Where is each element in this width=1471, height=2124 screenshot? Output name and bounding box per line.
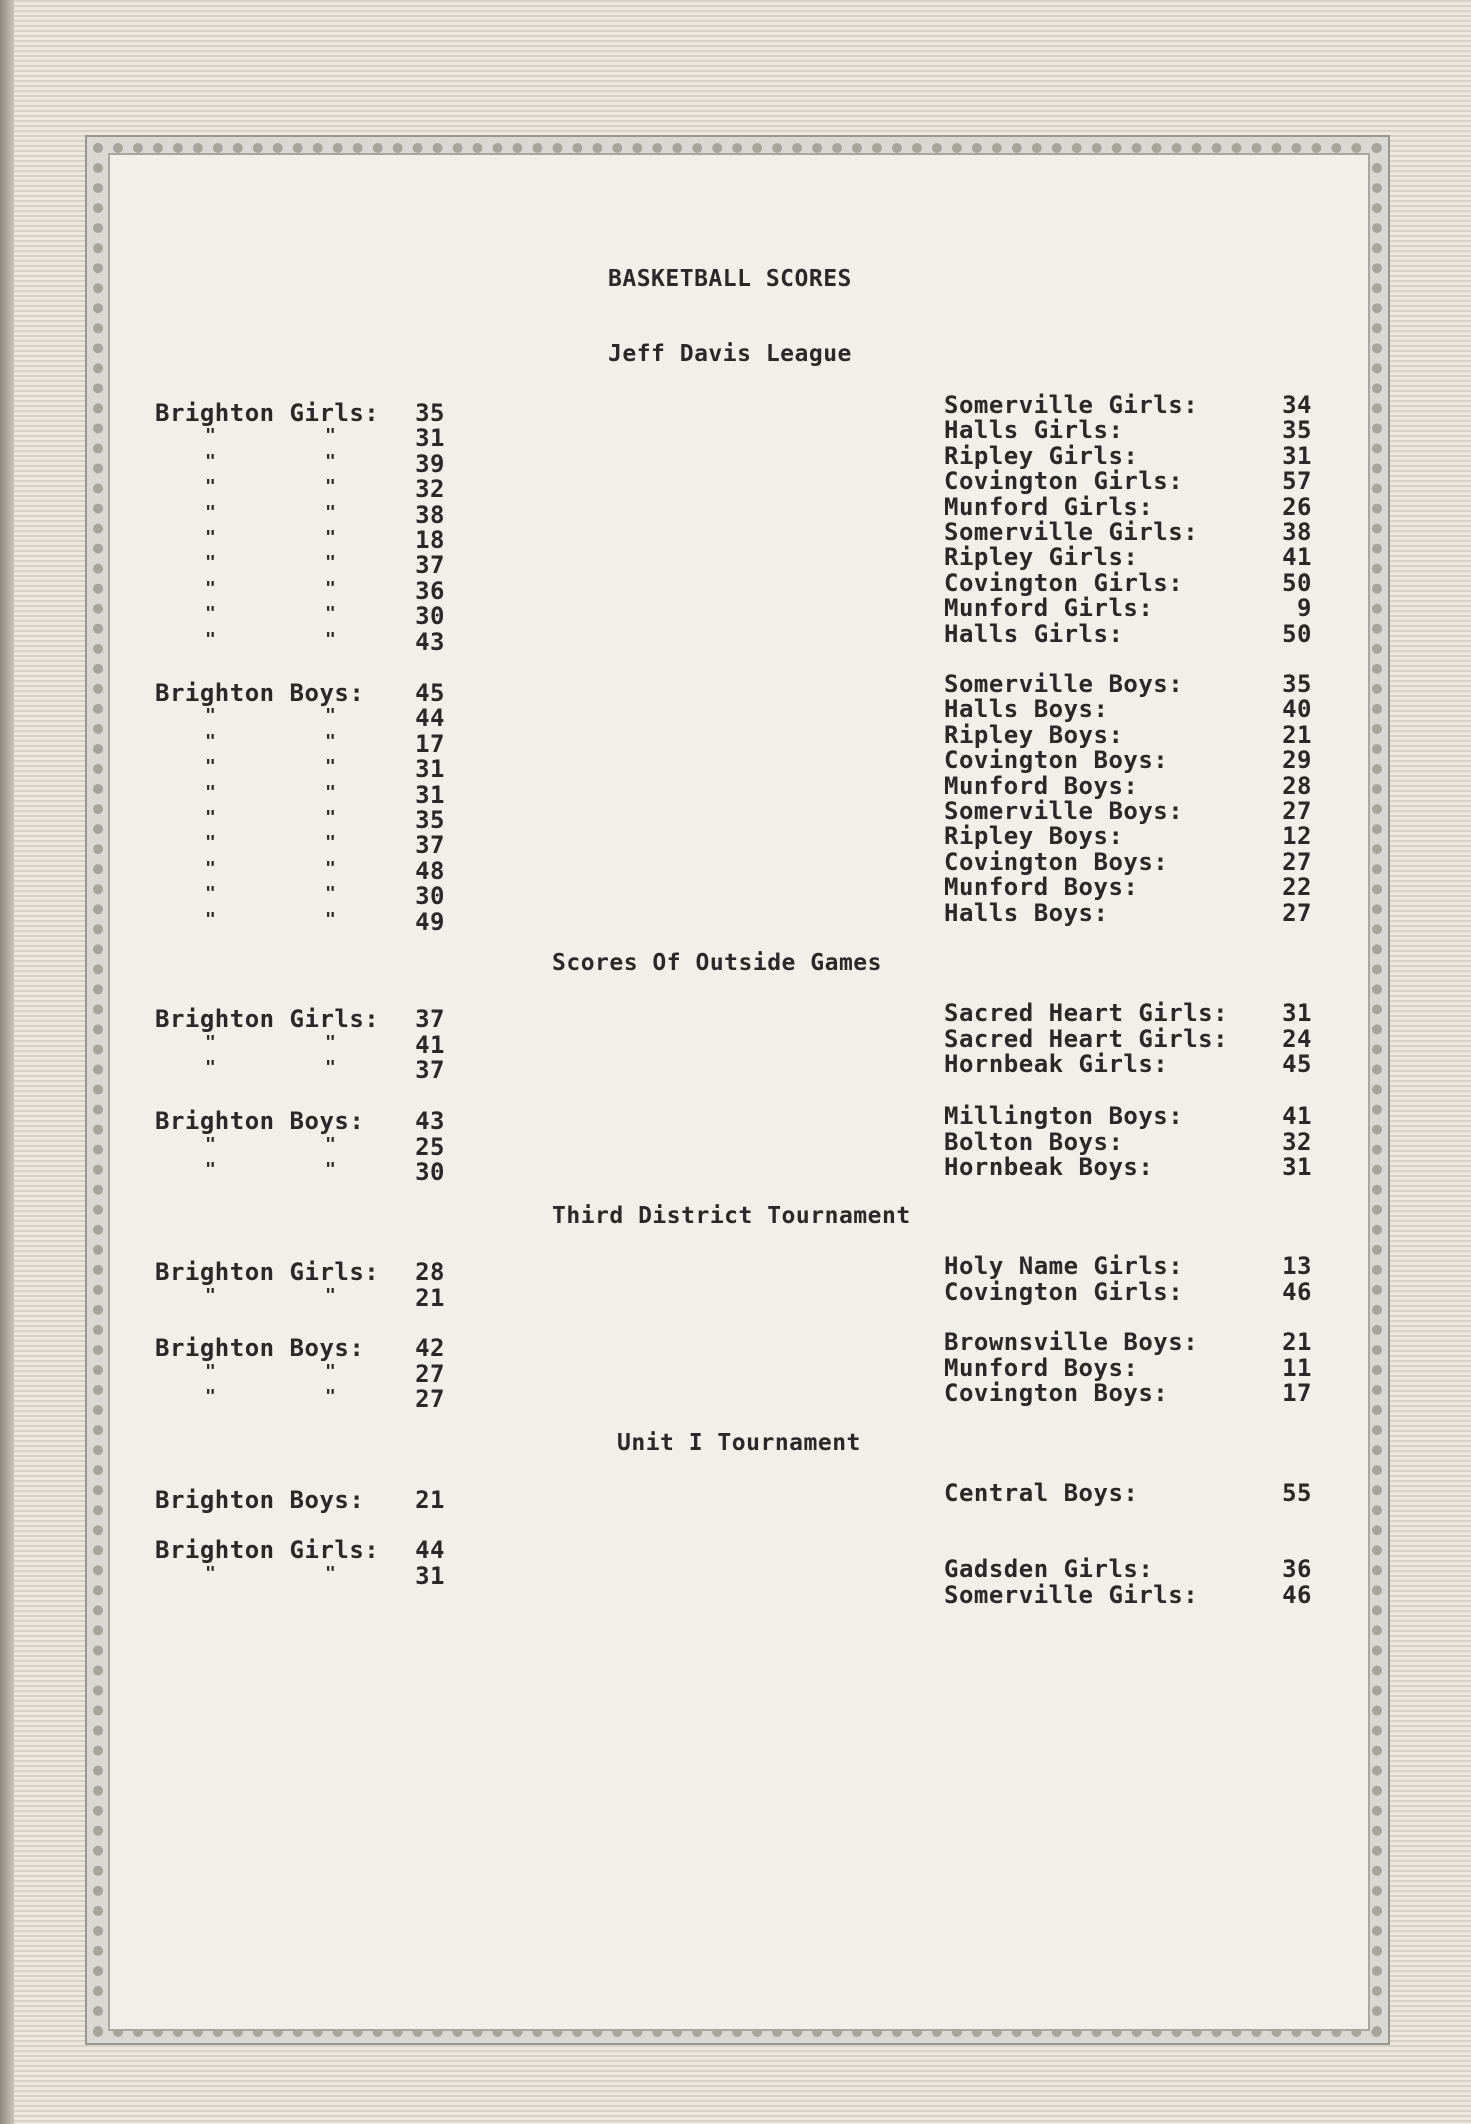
ditto-mark: " xyxy=(205,603,217,625)
ditto-mark: " xyxy=(205,476,217,498)
opponent-score: 32 xyxy=(1282,1127,1312,1156)
ditto-mark: " xyxy=(205,628,217,650)
opponent-score: 11 xyxy=(1282,1353,1312,1382)
opponent-name: Somerville Boys: xyxy=(944,797,1184,825)
opponent-name: Central Boys: xyxy=(944,1479,1139,1507)
brighton-score: 37 xyxy=(415,1005,445,1033)
opponent-name: Covington Girls: xyxy=(944,568,1184,597)
opponent-name: Munford Girls: xyxy=(944,492,1154,521)
brighton-score: 37 xyxy=(415,831,445,860)
opponent-name: Covington Boys: xyxy=(944,1379,1169,1407)
brighton-score: 30 xyxy=(415,1158,445,1186)
brighton-score: 35 xyxy=(415,806,445,834)
opponent-score: 46 xyxy=(1282,1580,1312,1609)
section-heading: Third District Tournament xyxy=(552,1203,911,1229)
brighton-score: 31 xyxy=(415,424,445,453)
brighton-score: 43 xyxy=(415,1107,445,1135)
page-title: BASKETBALL SCORES xyxy=(608,266,852,292)
opponent-score: 50 xyxy=(1282,619,1312,648)
opponent-name: Halls Girls: xyxy=(944,416,1124,445)
ditto-mark: " xyxy=(325,883,337,905)
brighton-score: 35 xyxy=(415,399,445,427)
binder-spine xyxy=(0,0,14,2124)
team-label: Brighton Girls: xyxy=(155,1005,380,1033)
ditto-mark: " xyxy=(325,1159,337,1180)
opponent-name: Ripley Girls: xyxy=(944,543,1139,572)
opponent-score: 31 xyxy=(1282,999,1312,1027)
opponent-name: Ripley Girls: xyxy=(944,441,1139,470)
brighton-score: 30 xyxy=(415,882,445,911)
ditto-mark: " xyxy=(325,450,337,472)
brighton-score: 44 xyxy=(415,1536,445,1564)
opponent-name: Munford Boys: xyxy=(944,873,1139,902)
brighton-score: 21 xyxy=(415,1486,445,1514)
brighton-score: 31 xyxy=(415,780,445,809)
ditto-mark: " xyxy=(325,832,337,854)
opponent-name: Brownsville Boys: xyxy=(944,1328,1199,1356)
ditto-mark: " xyxy=(325,756,337,778)
opponent-score: 41 xyxy=(1282,543,1312,572)
ditto-mark: " xyxy=(205,781,217,803)
ditto-mark: " xyxy=(325,730,337,752)
brighton-score: 37 xyxy=(415,1056,445,1084)
ditto-mark: " xyxy=(205,756,217,778)
opponent-score: 38 xyxy=(1282,518,1312,546)
opponent-name: Covington Girls: xyxy=(944,1277,1184,1306)
brighton-score: 27 xyxy=(415,1359,445,1388)
team-label: Brighton Girls: xyxy=(155,1536,380,1564)
ditto-mark: " xyxy=(325,908,337,930)
ditto-mark: " xyxy=(325,603,337,625)
ditto-mark: " xyxy=(325,628,337,650)
opponent-score: 22 xyxy=(1282,873,1312,902)
opponent-name: Halls Boys: xyxy=(944,898,1109,927)
brighton-score: 31 xyxy=(415,1561,445,1590)
ditto-mark: " xyxy=(205,857,217,879)
ditto-mark: " xyxy=(325,1562,337,1584)
opponent-score: 34 xyxy=(1282,391,1312,419)
ditto-mark: " xyxy=(325,476,337,498)
ditto-mark: " xyxy=(205,425,217,447)
ditto-mark: " xyxy=(325,501,337,523)
ditto-mark: " xyxy=(325,1360,337,1382)
opponent-score: 24 xyxy=(1282,1024,1312,1053)
opponent-score: 31 xyxy=(1282,441,1312,470)
ditto-mark: " xyxy=(325,807,337,828)
opponent-score: 9 xyxy=(1297,594,1312,623)
opponent-score: 29 xyxy=(1282,746,1312,775)
brighton-score: 38 xyxy=(415,500,445,529)
ditto-mark: " xyxy=(205,730,217,752)
opponent-score: 28 xyxy=(1282,771,1312,800)
opponent-name: Hornbeak Girls: xyxy=(944,1050,1169,1078)
brighton-score: 21 xyxy=(415,1283,445,1312)
brighton-score: 48 xyxy=(415,856,445,885)
brighton-score: 31 xyxy=(415,755,445,784)
ditto-mark: " xyxy=(325,527,337,548)
opponent-score: 27 xyxy=(1282,847,1312,876)
team-label: Brighton Girls: xyxy=(155,399,380,427)
opponent-score: 27 xyxy=(1282,797,1312,825)
ditto-mark: " xyxy=(205,1562,217,1584)
brighton-score: 30 xyxy=(415,602,445,631)
team-label: Brighton Boys: xyxy=(155,1107,365,1135)
opponent-name: Somerville Girls: xyxy=(944,518,1199,546)
ditto-mark: " xyxy=(325,1386,337,1407)
ditto-mark: " xyxy=(325,425,337,447)
brighton-score: 42 xyxy=(415,1334,445,1362)
opponent-score: 21 xyxy=(1282,720,1312,749)
opponent-name: Halls Girls: xyxy=(944,619,1124,648)
brighton-score: 28 xyxy=(415,1258,445,1286)
opponent-score: 40 xyxy=(1282,695,1312,724)
opponent-score: 36 xyxy=(1282,1555,1312,1583)
section-heading: Unit I Tournament xyxy=(617,1430,861,1456)
ditto-mark: " xyxy=(325,577,337,599)
opponent-score: 35 xyxy=(1282,416,1312,445)
opponent-name: Ripley Boys: xyxy=(944,720,1124,749)
opponent-score: 35 xyxy=(1282,670,1312,698)
opponent-name: Somerville Boys: xyxy=(944,670,1184,698)
opponent-name: Munford Boys: xyxy=(944,1353,1139,1382)
ditto-mark: " xyxy=(325,1133,337,1155)
document-page xyxy=(108,153,1370,2031)
opponent-score: 41 xyxy=(1282,1102,1312,1130)
ditto-mark: " xyxy=(205,450,217,472)
ditto-mark: " xyxy=(205,832,217,854)
opponent-name: Hornbeak Boys: xyxy=(944,1153,1154,1181)
opponent-name: Covington Boys: xyxy=(944,847,1169,876)
opponent-name: Holy Name Girls: xyxy=(944,1252,1184,1280)
opponent-name: Munford Girls: xyxy=(944,594,1154,623)
opponent-score: 12 xyxy=(1282,822,1312,851)
brighton-score: 41 xyxy=(415,1030,445,1059)
opponent-name: Gadsden Girls: xyxy=(944,1555,1154,1583)
brighton-score: 25 xyxy=(415,1132,445,1161)
opponent-name: Halls Boys: xyxy=(944,695,1109,724)
ditto-mark: " xyxy=(205,552,217,574)
ditto-mark: " xyxy=(325,1284,337,1306)
brighton-score: 32 xyxy=(415,475,445,504)
ditto-mark: " xyxy=(205,1031,217,1053)
opponent-score: 55 xyxy=(1282,1479,1312,1507)
ditto-mark: " xyxy=(205,807,217,828)
opponent-score: 57 xyxy=(1282,467,1312,496)
opponent-score: 17 xyxy=(1282,1379,1312,1407)
ditto-mark: " xyxy=(205,1133,217,1155)
opponent-score: 45 xyxy=(1282,1050,1312,1078)
opponent-score: 21 xyxy=(1282,1328,1312,1356)
brighton-score: 39 xyxy=(415,449,445,478)
ditto-mark: " xyxy=(325,552,337,574)
opponent-score: 46 xyxy=(1282,1277,1312,1306)
opponent-name: Ripley Boys: xyxy=(944,822,1124,851)
section-heading: Jeff Davis League xyxy=(608,341,852,367)
opponent-name: Covington Girls: xyxy=(944,467,1184,496)
team-label: Brighton Girls: xyxy=(155,1258,380,1286)
opponent-score: 50 xyxy=(1282,568,1312,597)
ditto-mark: " xyxy=(205,705,217,727)
ditto-mark: " xyxy=(325,781,337,803)
ditto-mark: " xyxy=(205,1159,217,1180)
opponent-score: 31 xyxy=(1282,1153,1312,1181)
ditto-mark: " xyxy=(205,1284,217,1306)
opponent-name: Millington Boys: xyxy=(944,1102,1184,1130)
team-label: Brighton Boys: xyxy=(155,1334,365,1362)
ditto-mark: " xyxy=(205,883,217,905)
brighton-score: 18 xyxy=(415,526,445,554)
ditto-mark: " xyxy=(205,908,217,930)
ditto-mark: " xyxy=(325,1031,337,1053)
ditto-mark: " xyxy=(205,501,217,523)
ditto-mark: " xyxy=(325,857,337,879)
ditto-mark: " xyxy=(325,705,337,727)
opponent-score: 27 xyxy=(1282,898,1312,927)
ditto-mark: " xyxy=(205,577,217,599)
opponent-name: Covington Boys: xyxy=(944,746,1169,775)
brighton-score: 44 xyxy=(415,704,445,733)
opponent-name: Bolton Boys: xyxy=(944,1127,1124,1156)
opponent-score: 26 xyxy=(1282,492,1312,521)
brighton-score: 37 xyxy=(415,551,445,580)
ditto-mark: " xyxy=(325,1057,337,1078)
brighton-score: 49 xyxy=(415,907,445,936)
brighton-score: 17 xyxy=(415,729,445,758)
opponent-score: 13 xyxy=(1282,1252,1312,1280)
ditto-mark: " xyxy=(205,527,217,548)
team-label: Brighton Boys: xyxy=(155,679,365,707)
opponent-name: Somerville Girls: xyxy=(944,391,1199,419)
opponent-name: Sacred Heart Girls: xyxy=(944,999,1229,1027)
ditto-mark: " xyxy=(205,1360,217,1382)
opponent-name: Munford Boys: xyxy=(944,771,1139,800)
brighton-score: 45 xyxy=(415,679,445,707)
brighton-score: 27 xyxy=(415,1385,445,1413)
ditto-mark: " xyxy=(205,1057,217,1078)
brighton-score: 36 xyxy=(415,576,445,605)
ditto-mark: " xyxy=(205,1386,217,1407)
opponent-name: Somerville Girls: xyxy=(944,1580,1199,1609)
opponent-name: Sacred Heart Girls: xyxy=(944,1024,1229,1053)
team-label: Brighton Boys: xyxy=(155,1486,365,1514)
brighton-score: 43 xyxy=(415,627,445,656)
section-heading: Scores Of Outside Games xyxy=(552,950,882,976)
